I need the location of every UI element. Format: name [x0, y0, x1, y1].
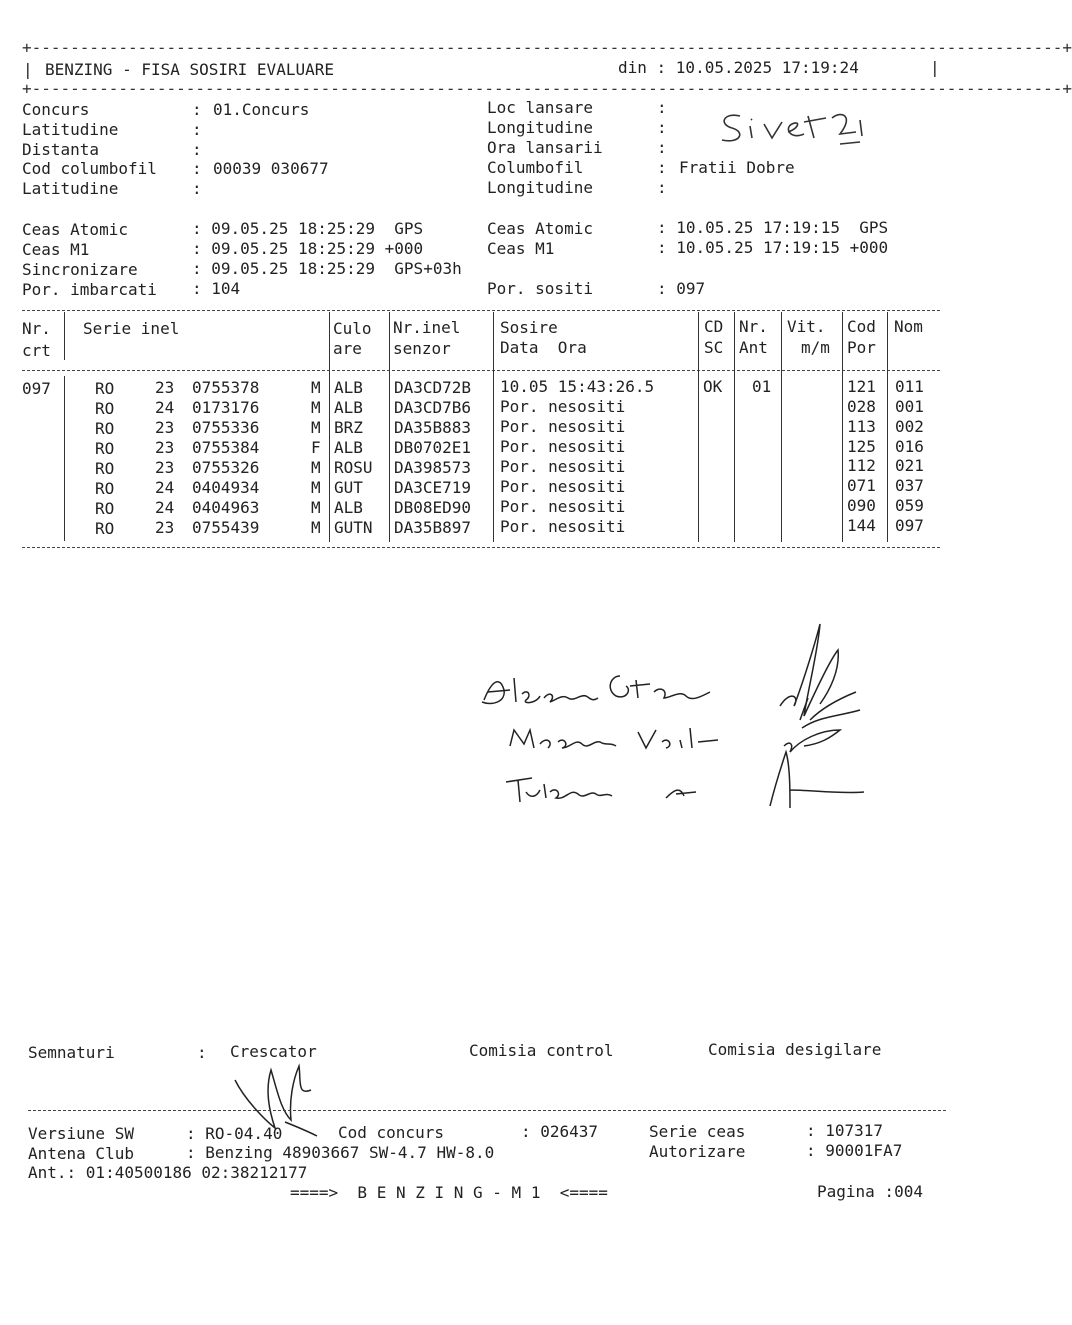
- cell-senzor: DB08ED90: [394, 498, 472, 517]
- autorizare-label: Autorizare: [649, 1142, 746, 1161]
- cell-tara: RO: [95, 519, 115, 538]
- header-nr-inel-1: Nr.inel: [393, 318, 461, 337]
- info-label: Longitudine: [487, 118, 593, 137]
- header-cod-1: Cod: [847, 317, 876, 336]
- col-sep: [887, 312, 888, 542]
- cell-serie: 0755336: [192, 418, 260, 437]
- table-bottom-rule: [22, 547, 940, 548]
- cell-culoare: GUTN: [334, 518, 373, 537]
- info-sep: :: [192, 120, 202, 139]
- cell-senzor: DB0702E1: [394, 438, 472, 457]
- info-sep: :: [192, 179, 202, 198]
- cell-tara: RO: [95, 459, 115, 478]
- document-title: BENZING - FISA SOSIRI EVALUARE: [45, 60, 334, 79]
- cell-serie: 0173176: [192, 398, 260, 417]
- table-top-rule: [22, 310, 940, 311]
- header-nom: Nom: [894, 317, 923, 336]
- cell-senzor: DA3CD7B6: [394, 398, 472, 417]
- cell-senzor: DA35B897: [394, 518, 472, 537]
- cell-sex: F: [311, 438, 321, 457]
- cell-an: 23: [155, 418, 175, 437]
- info-label: Ora lansarii: [487, 138, 603, 157]
- cell-sosire: Por. nesositi: [500, 477, 626, 496]
- cell-sex: M: [311, 518, 321, 537]
- cell-serie: 0755384: [192, 438, 260, 457]
- cell-sosire: Por. nesositi: [500, 437, 626, 456]
- info-label: Cod columbofil: [22, 159, 157, 178]
- cell-ant: 01: [752, 377, 772, 396]
- signature-comisia-desigilare: Comisia desigilare: [708, 1040, 882, 1059]
- header-bottom-border: +-----------------------------------------------------------------------------------------------------------+: [22, 79, 1072, 98]
- cell-tara: RO: [95, 399, 115, 418]
- cell-serie: 0755378: [192, 378, 260, 397]
- header-culoare-1: Culo: [333, 319, 372, 338]
- info-label: Longitudine: [487, 178, 593, 197]
- cell-culoare: GUT: [334, 478, 363, 497]
- header-sosire-1: Sosire: [500, 318, 558, 337]
- cell-nom: 011: [895, 377, 924, 396]
- cell-sex: M: [311, 378, 321, 397]
- cell-nom: 001: [895, 397, 924, 416]
- cell-an: 24: [155, 398, 175, 417]
- clock-value: : 09.05.25 18:25:29 +000: [192, 239, 424, 258]
- clock-label: Ceas Atomic: [22, 220, 128, 239]
- header-vit-2: m/m: [801, 338, 830, 357]
- info-sep: :: [192, 140, 202, 159]
- brand-banner: ====> B E N Z I N G - M 1 <====: [290, 1183, 608, 1202]
- info-label: Latitudine: [22, 179, 119, 198]
- col-sep: [781, 312, 782, 542]
- cell-senzor: DA35B883: [394, 418, 472, 437]
- info-sep: :: [657, 98, 667, 117]
- cell-cod: 028: [847, 397, 876, 416]
- header-vit-1: Vit.: [787, 317, 826, 336]
- cell-sex: M: [311, 478, 321, 497]
- cell-cod: 090: [847, 496, 876, 515]
- cell-culoare: ALB: [334, 438, 363, 457]
- autorizare-value: : 90001FA7: [806, 1141, 903, 1160]
- info-sep: :: [192, 159, 202, 178]
- col-sep: [698, 312, 699, 542]
- info-sep: :: [192, 100, 202, 119]
- cell-cod: 125: [847, 437, 876, 456]
- cell-cod: 112: [847, 456, 876, 475]
- serie-ceas-label: Serie ceas: [649, 1122, 746, 1141]
- cell-an: 23: [155, 438, 175, 457]
- cell-nom: 002: [895, 417, 924, 436]
- info-label: Concurs: [22, 100, 90, 119]
- antena-value: : Benzing 48903667 SW-4.7 HW-8.0: [186, 1143, 495, 1162]
- cell-an: 24: [155, 498, 175, 517]
- handwritten-names: [470, 650, 770, 820]
- col-sep: [64, 376, 65, 541]
- info-label: Distanta: [22, 140, 100, 159]
- cell-serie: 0755439: [192, 518, 260, 537]
- cell-culoare: BRZ: [334, 418, 363, 437]
- header-serie: Serie inel: [83, 319, 180, 338]
- info-sep: :: [657, 138, 667, 157]
- versiune-label: Versiune SW: [28, 1124, 134, 1143]
- info-sep: :: [657, 158, 667, 177]
- cell-sosire: 10.05 15:43:26.5: [500, 377, 655, 396]
- info-label: Loc lansare: [487, 98, 593, 117]
- cell-cdsc: OK: [703, 377, 723, 396]
- header-culoare-2: are: [333, 339, 362, 358]
- header-top-border: +-----------------------------------------------------------------------------------------------------------+: [22, 38, 1072, 57]
- serie-ceas-value: : 107317: [806, 1121, 884, 1140]
- page-number: Pagina :004: [817, 1182, 923, 1201]
- info-value: 00039 030677: [213, 159, 329, 178]
- cell-nom: 059: [895, 496, 924, 515]
- signature-crescator: Crescator: [230, 1042, 317, 1061]
- header-cod-2: Por: [847, 338, 876, 357]
- signature-comisia-control: Comisia control: [469, 1041, 614, 1060]
- header-cd: CD: [704, 317, 724, 336]
- handwritten-note-sivet: [710, 104, 880, 156]
- cell-serie: 0404934: [192, 478, 260, 497]
- header-sosire-2: Data Ora: [500, 338, 587, 357]
- clock-label: Por. sositi: [487, 279, 593, 298]
- info-sep: :: [657, 118, 667, 137]
- col-sep: [842, 312, 843, 542]
- clock-label: Por. imbarcati: [22, 280, 157, 299]
- clock-value: : 09.05.25 18:25:29 GPS+03h: [192, 259, 462, 278]
- cell-culoare: ALB: [334, 398, 363, 417]
- versiune-value: : RO-04.40: [186, 1124, 283, 1143]
- header-left-bar: |: [23, 60, 33, 79]
- col-sep: [389, 312, 390, 542]
- cell-sex: M: [311, 418, 321, 437]
- header-nr-ant-2: Ant: [739, 338, 768, 357]
- cell-nom: 021: [895, 456, 924, 475]
- clock-value: : 097: [657, 279, 706, 298]
- clock-label: Sincronizare: [22, 260, 138, 279]
- cell-cod: 113: [847, 417, 876, 436]
- cell-cod: 071: [847, 476, 876, 495]
- cell-nom: 037: [895, 476, 924, 495]
- cell-an: 23: [155, 378, 175, 397]
- antena-label: Antena Club: [28, 1144, 134, 1163]
- cell-tara: RO: [95, 419, 115, 438]
- cell-culoare: ROSU: [334, 458, 373, 477]
- commission-signatures: [760, 620, 880, 820]
- document-date: din : 10.05.2025 17:19:24: [618, 58, 859, 77]
- signatures-label: Semnaturi: [28, 1043, 115, 1062]
- col-sep: [734, 312, 735, 542]
- signatures-sep: :: [197, 1043, 207, 1062]
- clock-label: Ceas M1: [487, 239, 555, 258]
- cell-an: 24: [155, 478, 175, 497]
- header-right-bar: |: [930, 58, 940, 77]
- cell-nom: 016: [895, 437, 924, 456]
- clock-value: : 10.05.25 17:19:15 +000: [657, 238, 889, 257]
- cell-sosire: Por. nesositi: [500, 457, 626, 476]
- header-nr-inel-2: senzor: [393, 339, 451, 358]
- cell-tara: RO: [95, 439, 115, 458]
- cell-cod: 121: [847, 377, 876, 396]
- cod-concurs-label: Cod concurs: [338, 1123, 444, 1142]
- clock-label: Ceas M1: [22, 240, 90, 259]
- info-value: 01.Concurs: [213, 100, 310, 119]
- cell-sosire: Por. nesositi: [500, 417, 626, 436]
- cell-culoare: ALB: [334, 498, 363, 517]
- info-sep: :: [657, 178, 667, 197]
- cod-concurs-value: : 026437: [521, 1122, 599, 1141]
- cell-serie: 0404963: [192, 498, 260, 517]
- info-label: Columbofil: [487, 158, 584, 177]
- cell-nom: 097: [895, 516, 924, 535]
- cell-tara: RO: [95, 499, 115, 518]
- cell-sosire: Por. nesositi: [500, 397, 626, 416]
- cell-an: 23: [155, 458, 175, 477]
- col-sep: [329, 312, 330, 542]
- cell-tara: RO: [95, 379, 115, 398]
- cell-senzor: DA3CE719: [394, 478, 472, 497]
- cell-cod: 144: [847, 516, 876, 535]
- col-sep: [64, 312, 65, 360]
- table-header-rule: [22, 370, 940, 371]
- info-value: Fratii Dobre: [679, 158, 795, 177]
- cell-tara: RO: [95, 479, 115, 498]
- header-nr-ant-1: Nr.: [739, 317, 768, 336]
- cell-sex: M: [311, 398, 321, 417]
- cell-sex: M: [311, 458, 321, 477]
- cell-sosire: Por. nesositi: [500, 497, 626, 516]
- cell-culoare: ALB: [334, 378, 363, 397]
- info-label: Latitudine: [22, 120, 119, 139]
- cell-an: 23: [155, 518, 175, 537]
- clock-label: Ceas Atomic: [487, 219, 593, 238]
- nr-crt-value: 097: [22, 379, 51, 398]
- cell-sosire: Por. nesositi: [500, 517, 626, 536]
- footer-rule: [28, 1110, 946, 1111]
- cell-senzor: DA398573: [394, 458, 472, 477]
- cell-senzor: DA3CD72B: [394, 378, 472, 397]
- col-sep: [493, 312, 494, 542]
- clock-value: : 10.05.25 17:19:15 GPS: [657, 218, 889, 237]
- header-sc: SC: [704, 338, 724, 357]
- antenna-ids: Ant.: 01:40500186 02:38212177: [28, 1163, 308, 1182]
- clock-value: : 09.05.25 18:25:29 GPS: [192, 219, 424, 238]
- header-crt: crt: [22, 341, 51, 360]
- cell-serie: 0755326: [192, 458, 260, 477]
- header-nr: Nr.: [22, 319, 51, 338]
- cell-sex: M: [311, 498, 321, 517]
- clock-value: : 104: [192, 279, 241, 298]
